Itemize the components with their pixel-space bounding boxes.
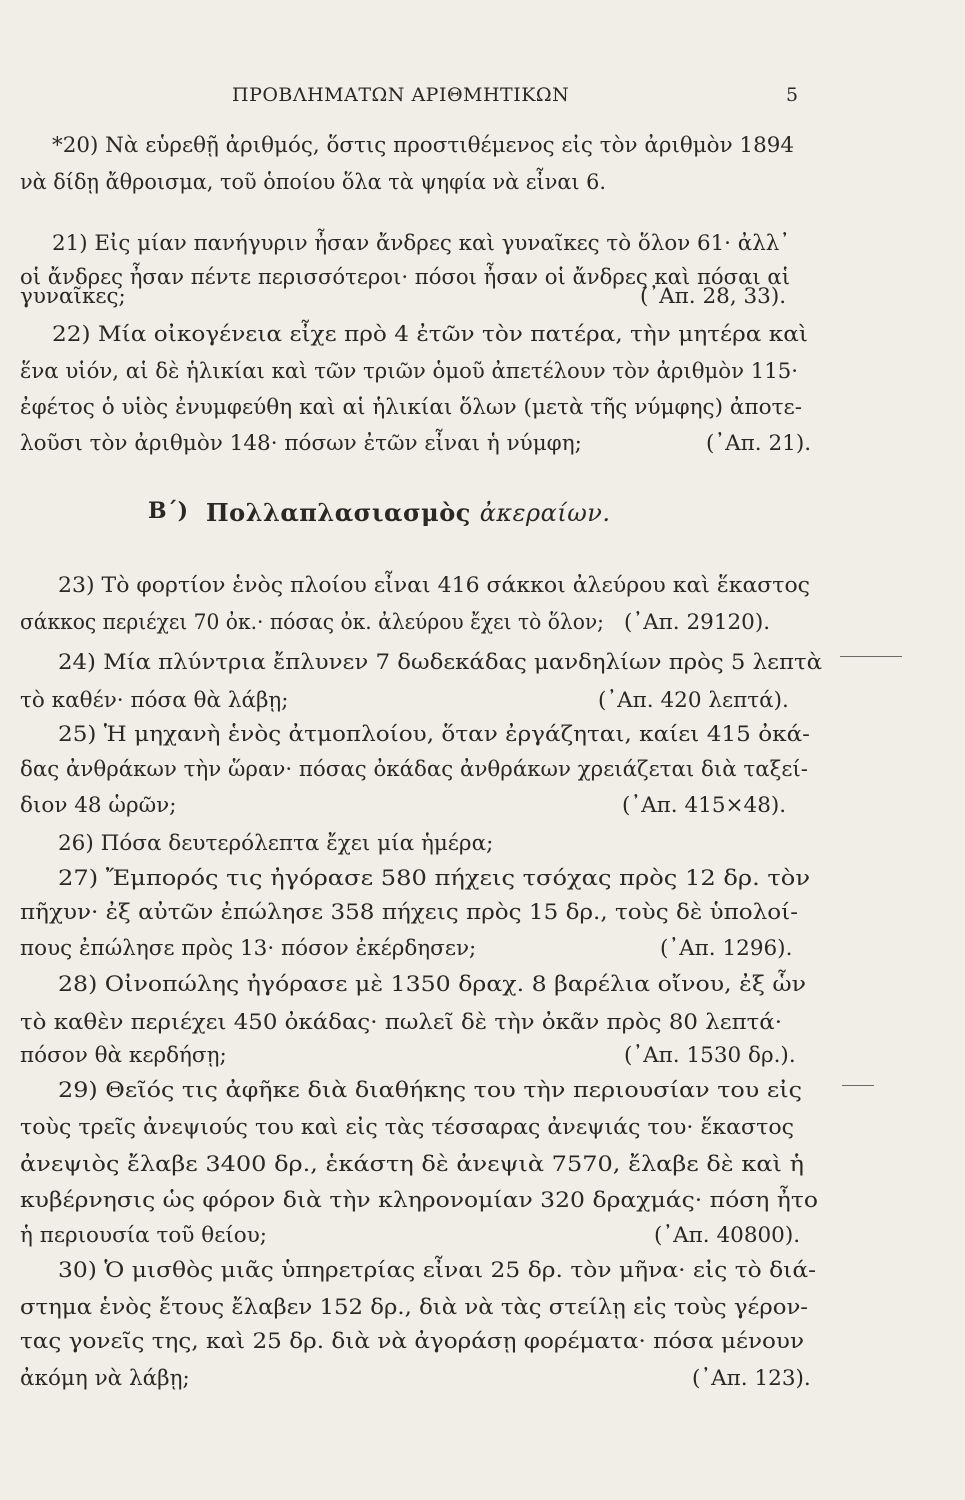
text-line (0, 757, 965, 797)
line-text: ἀκόμη νὰ λάβῃ; (20, 1366, 190, 1391)
section-heading (0, 498, 965, 534)
answer-text: (᾽Απ. 21). (706, 431, 812, 456)
text-line (0, 284, 965, 324)
line-text: τοὺς τρεῖς ἀνεψιούς του καὶ εἰς τὰς τέσσαρας ἀνεψιάς του· ἕκαστος (20, 1115, 794, 1140)
text-line (0, 1078, 965, 1118)
text-line (0, 1258, 965, 1298)
margin-mark (842, 1085, 874, 1086)
line-text: τὸ καθέν· πόσα θὰ λάβῃ; (20, 688, 289, 713)
line-text: γυναῖκες; (20, 284, 126, 309)
line-text: 30) Ὁ μισθὸς μιᾶς ὑπηρετρίας εἶναι 25 δρ. τὸν μῆνα· εἰς τὸ διά- (58, 1258, 816, 1283)
running-head (0, 84, 965, 114)
text-line (0, 1115, 965, 1155)
text-line (0, 722, 965, 762)
line-text: λοῦσι τὸν ἀριθμὸν 148· πόσων ἐτῶν εἶναι ἡ νύμφη; (20, 431, 582, 456)
line-text: 29) Θεῖός τις ἀφῆκε διὰ διαθήκης του τὴν περιουσίαν του εἰς (58, 1078, 802, 1103)
text-line (0, 431, 965, 471)
line-text: πόσον θὰ κερδήσῃ; (20, 1043, 227, 1068)
text-line (0, 900, 965, 940)
text-line (0, 650, 965, 690)
text-line (0, 322, 965, 362)
text-line (0, 936, 965, 976)
text-line (0, 573, 965, 613)
text-line (0, 610, 965, 650)
line-text: τὸ καθὲν περιέχει 450 ὀκάδας· πωλεῖ δὲ τὴν ὀκᾶν πρὸς 80 λεπτά· (20, 1010, 782, 1035)
text-line (0, 1188, 965, 1228)
text-line (0, 1043, 965, 1083)
text-line (0, 1223, 965, 1263)
answer-text: (᾽Απ. 1296). (660, 936, 793, 961)
line-text: 23) Τὸ φορτίον ἑνὸς πλοίου εἶναι 416 σάκκοι ἀλεύρου καὶ ἕκαστος (58, 573, 810, 598)
line-text: σάκκος περιέχει 70 ὀκ.· πόσας ὀκ. ἀλεύρου ἔχει τὸ ὅλον; (20, 610, 604, 635)
section-heading-text (206, 498, 611, 527)
answer-text: (᾽Απ. 1530 δρ.). (624, 1043, 796, 1068)
text-line (0, 831, 965, 871)
line-text: κυβέρνησις ὡς φόρον διὰ τὴν κληρονομίαν 320 δραχμάς· πόση ἦτο (20, 1188, 818, 1213)
text-line (0, 1152, 965, 1192)
text-line (0, 793, 965, 833)
answer-text: (᾽Απ. 29120). (624, 610, 771, 635)
line-text: διον 48 ὡρῶν; (20, 793, 177, 818)
line-text: ἀνεψιὸς ἔλαβε 3400 δρ., ἑκάστη δὲ ἀνεψιὰ 7570, ἔλαβε δὲ καὶ ἡ (20, 1152, 805, 1177)
line-text: νὰ δίδῃ ἄθροισμα, τοῦ ὁποίου ὅλα τὰ ψηφία νὰ εἶναι 6. (20, 170, 606, 195)
text-line (0, 133, 965, 173)
line-text: δας ἀνθράκων τὴν ὥραν· πόσας ὀκάδας ἀνθράκων χρειάζεται διὰ ταξεί- (20, 757, 808, 782)
margin-mark (840, 656, 902, 657)
page-number: 5 (786, 84, 799, 106)
answer-text: (᾽Απ. 123). (692, 1366, 811, 1391)
line-text: τας γονεῖς της, καὶ 25 δρ. διὰ νὰ ἀγοράσῃ φορέματα· πόσα μένουν (20, 1329, 804, 1354)
answer-text: (᾽Απ. 40800). (654, 1223, 801, 1248)
text-line (0, 1366, 965, 1406)
line-text: πῆχυν· ἐξ αὐτῶν ἐπώλησε 358 πήχεις πρὸς 15 δρ., τοὺς δὲ ὑπολοί- (20, 900, 798, 925)
line-text: 21) Εἰς μίαν πανήγυριν ἦσαν ἄνδρες καὶ γυναῖκες τὸ ὅλον 61· ἀλλ᾽ (52, 231, 790, 256)
line-text: 27) Ἔμπορός τις ἠγόρασε 580 πήχεις τσόχας πρὸς 12 δρ. τὸν (58, 866, 810, 891)
line-text: 22) Μία οἰκογένεια εἶχε πρὸ 4 ἐτῶν τὸν πατέρα, τὴν μητέρα καὶ (52, 322, 808, 347)
section-heading-number: Β΄) (148, 498, 189, 524)
text-line (0, 1329, 965, 1369)
answer-text: (᾽Απ. 420 λεπτά). (598, 688, 789, 713)
text-line (0, 170, 965, 210)
line-text: *20) Νὰ εὑρεθῇ ἀριθμός, ὅστις προστιθέμενος εἰς τὸν ἀριθμὸν 1894 (52, 133, 794, 158)
section-heading-italic: ἀκεραίων. (479, 499, 611, 527)
answer-text: (᾽Απ. 415×48). (622, 793, 787, 818)
line-text: οἱ ἄνδρες ἦσαν πέντε περισσότεροι· πόσοι ἦσαν οἱ ἄνδρες καὶ πόσαι αἱ (20, 265, 790, 290)
line-text: 26) Πόσα δευτερόλεπτα ἔχει μία ἡμέρα; (58, 831, 494, 856)
line-text: 24) Μία πλύντρια ἔπλυνεν 7 δωδεκάδας μανδηλίων πρὸς 5 λεπτὰ (58, 650, 822, 675)
line-text: ἡ περιουσία τοῦ θείου; (20, 1223, 268, 1248)
line-text: 25) Ἡ μηχανὴ ἑνὸς ἀτμοπλοίου, ὅταν ἐργάζηται, καίει 415 ὀκά- (58, 722, 810, 747)
section-heading-title: Πολλαπλασιασμὸς (206, 498, 471, 527)
line-text: ἐφέτος ὁ υἱὸς ἐνυμφεύθη καὶ αἱ ἡλικίαι ὅλων (μετὰ τῆς νύμφης) ἀποτε- (20, 395, 803, 420)
text-line (0, 359, 965, 399)
text-line (0, 395, 965, 435)
line-text: 28) Οἰνοπώλης ἠγόρασε μὲ 1350 δραχ. 8 βαρέλια οἴνου, ἐξ ὧν (58, 972, 806, 997)
line-text: ἕνα υἱόν, αἱ δὲ ἡλικίαι καὶ τῶν τριῶν ὁμοῦ ἀπετέλουν τὸν ἀριθμὸν 115· (20, 359, 798, 384)
text-line (0, 972, 965, 1012)
running-title: ΠΡΟΒΛΗΜΑΤΩΝ ΑΡΙΘΜΗΤΙΚΩΝ (232, 84, 570, 106)
answer-text: (᾽Απ. 28, 33). (640, 284, 787, 309)
line-text: στημα ἑνὸς ἔτους ἔλαβεν 152 δρ., διὰ νὰ τὰς στείλῃ εἰς τοὺς γέρον- (20, 1295, 808, 1320)
line-text: πους ἐπώλησε πρὸς 13· πόσον ἐκέρδησεν; (20, 936, 477, 961)
